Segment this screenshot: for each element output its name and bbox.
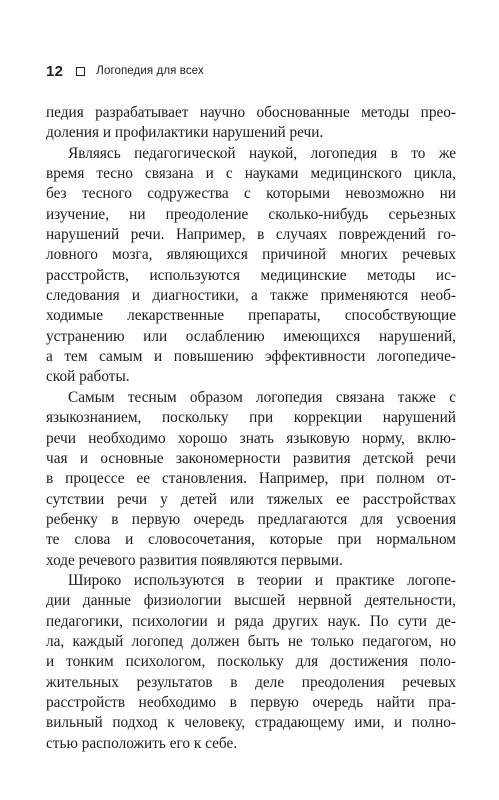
text-line: стью расположить его к себе. [46,734,238,752]
text-line: педия разрабатывает научно обоснованные методы прео- [46,104,456,121]
text-line: чая и основные закономерности развития детской речи [46,449,456,467]
text-line: Являясь педагогической наукой, логопедия в то же [68,144,456,162]
text-line: доления и профилактики нарушений речи. [46,124,324,142]
text-line: в процессе ее становления. Например, при полном от- [46,470,456,488]
page-number: 12 [46,62,64,80]
text-line: ловного мозга, являющихся причиной многих речевых [46,246,456,264]
paragraph [46,103,456,144]
text-line: жительных результатов в деле преодоления речевых [46,673,456,691]
text-line: расстройств, используются медицинские методы ис- [46,266,456,284]
text-line: ла, каждый логопед должен быть не только педагогом, но [46,632,456,650]
running-head [46,61,204,81]
book-title: Логопедия для всех [96,65,204,77]
text-line: ходе речевого развития появляются первыми. [46,551,343,569]
paragraph [46,144,456,388]
text-line: ребенку в первую очередь предлагаются для усвоения [46,510,456,528]
text-line: нарушений речи. Например, в случаях повреждений го- [46,226,456,244]
text-line: педагогики, психологии и ряда других наук. По сути де- [46,612,456,630]
text-line: а тем самым и повышению эффективности логопедиче- [46,348,456,366]
text-line: вильный подход к человеку, страдающему ими, и полно- [46,714,456,732]
text-line: устранению или ослаблению имеющихся нарушений, [46,327,456,345]
text-line: языкознанием, поскольку при коррекции нарушений [46,409,456,427]
text-line: без тесного содружества с которыми невозможно ни [46,185,456,203]
text-line: расстройств необходимо в первую очередь найти пра- [46,693,456,711]
text-line: время тесно связана и с науками медицинского цикла, [46,165,456,183]
text-line: сутствии речи у детей или тяжелых ее расстройствах [46,490,456,508]
square-bullet-icon [76,67,85,76]
text-line: Широко используются в теории и практике логопе- [68,571,456,589]
text-line: те слова и словосочетания, которые при нормальном [46,531,456,549]
text-line: изучение, ни преодоление сколько-нибудь серьезных [46,205,456,223]
paragraph [46,388,456,571]
text-line: следования и диагностики, а также применяются необ- [46,287,456,305]
body-text [46,103,456,754]
text-line: дии данные физиологии высшей нервной деятельности, [46,592,456,610]
text-line: ходимые лекарственные препараты, способствующие [46,307,456,325]
text-line: ской работы. [46,368,130,386]
text-line: Самым тесным образом логопедия связана также с [68,388,456,406]
paragraph [46,571,456,754]
text-line: и тонким психологом, поскольку для достижения поло- [46,653,456,671]
text-line: речи необходимо хорошо знать языковую норму, вклю- [46,429,456,447]
